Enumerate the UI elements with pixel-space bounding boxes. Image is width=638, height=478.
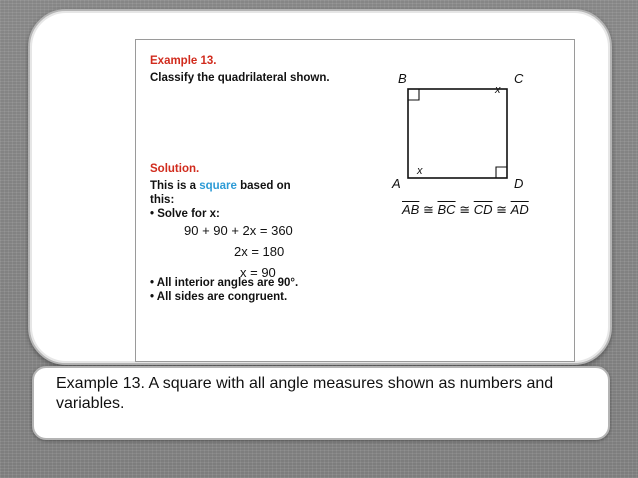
vertex-c-label: C <box>514 71 524 86</box>
vertex-a-label: A <box>392 176 401 191</box>
solution-line-1-post: based on <box>236 180 291 192</box>
example-title: Example 13. <box>150 55 217 67</box>
segment-ad: $\overline{AD}$ <box>510 202 529 217</box>
congruence-statement <box>402 202 529 218</box>
caption-card <box>32 366 610 440</box>
angle-c-variable: x <box>495 84 501 96</box>
equation-1: 90 + 90 + 2x = 360 <box>184 223 293 238</box>
congruent-symbol: ≅ <box>496 202 508 217</box>
solution-line-2: this: <box>150 194 175 206</box>
example-prompt: Classify the quadrilateral shown. <box>150 72 330 84</box>
solution-line-3: • Solve for x: <box>150 208 220 220</box>
equation-3: x = 90 <box>240 265 276 280</box>
segment-cd: $\overline{CD}$ <box>473 202 493 217</box>
segment-ab: $\overline{AB}$ <box>402 202 420 217</box>
solution-title: Solution. <box>150 163 200 175</box>
caption-text: Example 13. A square with all angle measures shown as numbers and variables. <box>56 375 554 412</box>
solution-line-1 <box>150 180 291 192</box>
angle-a-variable: x <box>417 165 423 177</box>
vertex-d-label: D <box>514 176 524 191</box>
bullet-sides-congruent: • All sides are congruent. <box>150 291 288 303</box>
example-figure <box>135 39 575 362</box>
bullet-interior-angles: • All interior angles are 90°. <box>150 277 299 289</box>
slide-card <box>28 9 612 365</box>
right-angle-mark-d <box>496 167 507 178</box>
congruent-symbol: ≅ <box>459 202 471 217</box>
solution-line-1-pre: This is a <box>150 180 200 192</box>
solution-highlight: square <box>199 180 237 192</box>
right-angle-mark-b <box>408 89 419 100</box>
vertex-b-label: B <box>398 71 407 86</box>
segment-bc: $\overline{BC}$ <box>437 202 456 217</box>
equation-2: 2x = 180 <box>234 244 285 259</box>
congruent-symbol: ≅ <box>422 202 434 217</box>
